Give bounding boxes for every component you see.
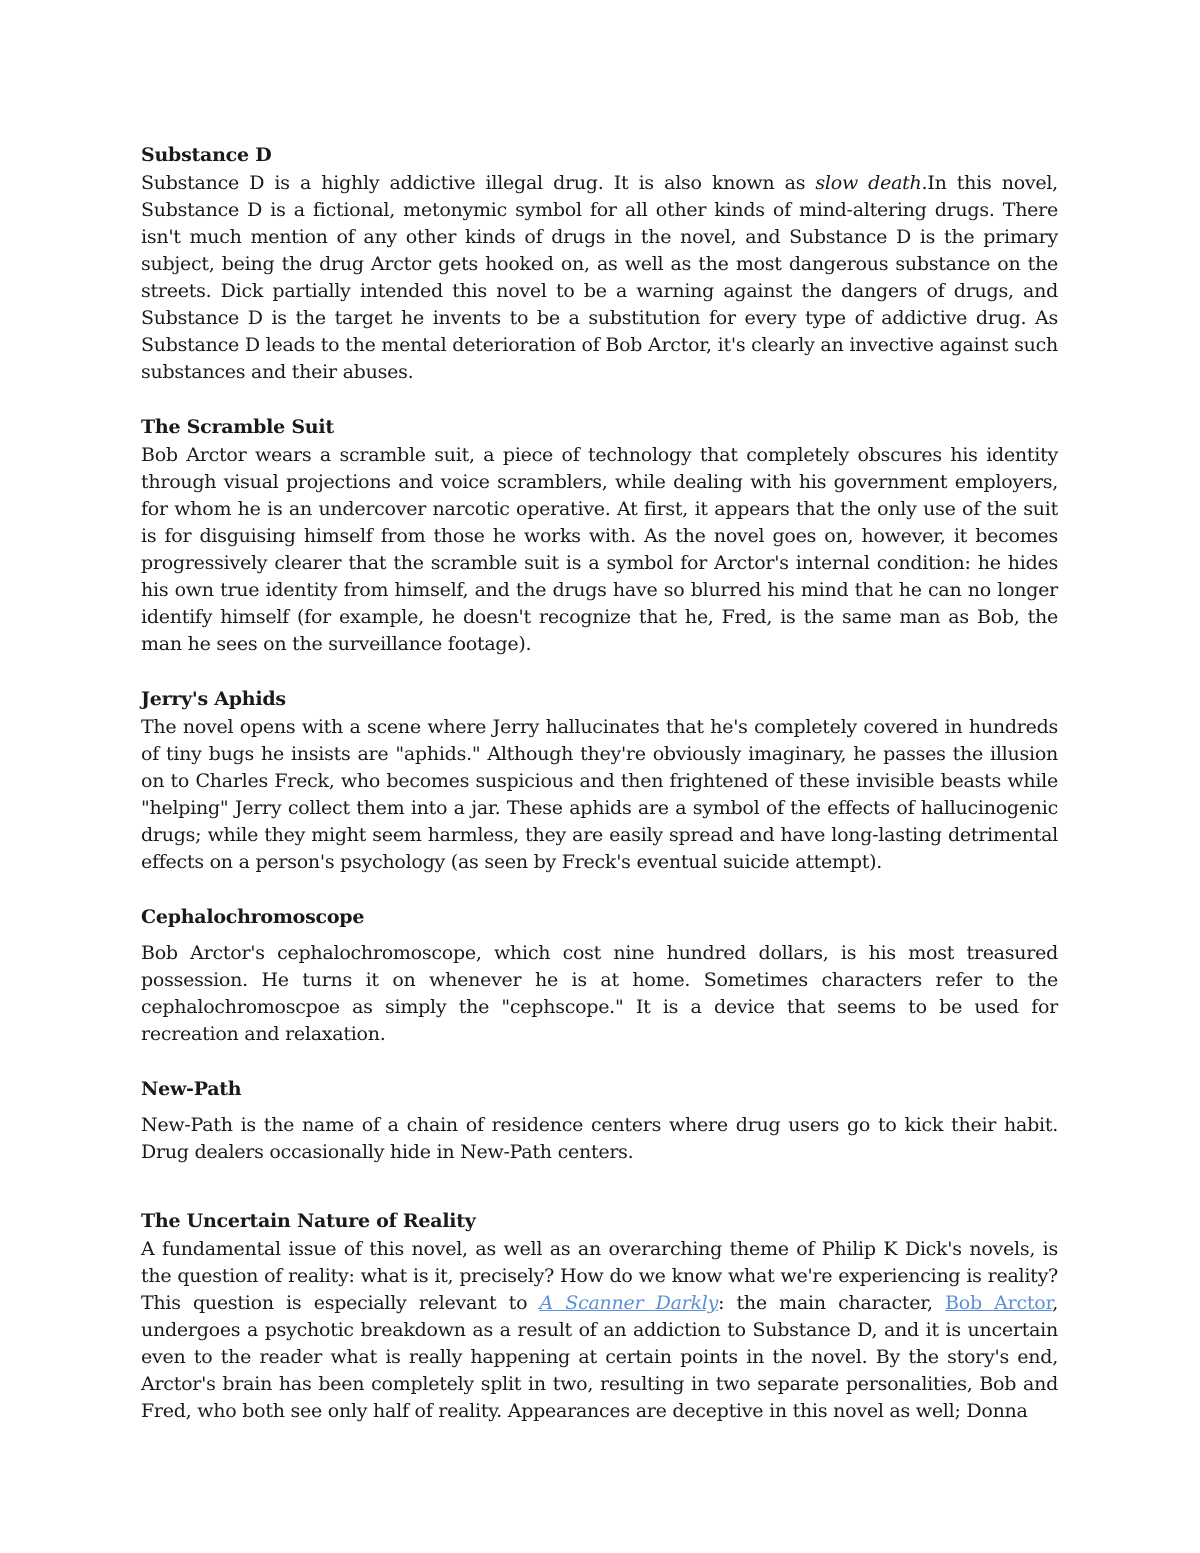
link-bob-arctor[interactable]: Bob Arctor	[945, 1292, 1053, 1314]
heading-cephalochromoscope: Cephalochromoscope	[141, 906, 365, 928]
paragraph-scramble-suit: Bob Arctor wears a scramble suit, a piece of technology that completely obscures his identity through visual projections and voice scramblers, while dealing with his government employers, for whom he is an undercover narcotic operative. At first, it appears that the only use of the suit is for disguising himself from those he works with. As the novel goes on, however, it becomes progressively clearer that the scramble suit is a symbol for Arctor's internal condition: he hides his own true identity from himself, and the drugs have so blurred his mind that he can no longer identify himself (for example, he doesn't recognize that he, Fred, is the same man as Bob, the man he sees on the surveillance footage).	[141, 444, 1058, 655]
text-run: A fundamental issue of this novel, as well as an overarching theme of Philip K Dick's novels, is the question of reality: what is it, precisely? How do we know what we're experiencing is reality? This question is especially relevant to	[141, 1238, 1058, 1314]
emphasis-text: slow death	[815, 172, 922, 194]
text-run: : the main character,	[718, 1292, 946, 1314]
heading-new-path: New-Path	[141, 1078, 242, 1100]
link-a-scanner-darkly[interactable]: A Scanner Darkly	[539, 1292, 719, 1314]
document-page	[141, 140, 1058, 1425]
text-run: , undergoes a psychotic breakdown as a result of an addiction to Substance D, and it is uncertain even to the reader what is really happening at certain points in the novel. By the story's end, Arctor's brain has been completely split in two, resulting in two separate personalities, Bob and Fred, who both see only half of reality. Appearances are deceptive in this novel as well; Donna	[141, 1292, 1058, 1422]
paragraph-jerrys-aphids: The novel opens with a scene where Jerry hallucinates that he's completely covered in hundreds of tiny bugs he insists are "aphids." Although they're obviously imaginary, he passes the illusion on to Charles Freck, who becomes suspicious and then frightened of these invisible beasts while "helping" Jerry collect them into a jar. These aphids are a symbol of the effects of hallucinogenic drugs; while they might seem harmless, they are easily spread and have long-lasting detrimental effects on a person's psychology (as seen by Freck's eventual suicide attempt).	[141, 716, 1058, 873]
heading-scramble-suit: The Scramble Suit	[141, 416, 334, 438]
paragraph-new-path: New-Path is the name of a chain of residence centers where drug users go to kick their habit. Drug dealers occasionally hide in New-Path centers.	[141, 1114, 1058, 1163]
paragraph-cephalochromoscope: Bob Arctor's cephalochromoscope, which cost nine hundred dollars, is his most treasured possession. He turns it on whenever he is at home. Sometimes characters refer to the cephalochromoscpoe as simply the "cephscope." It is a device that seems to be used for recreation and relaxation.	[141, 942, 1058, 1045]
heading-substance-d: Substance D	[141, 144, 272, 166]
heading-jerrys-aphids: Jerry's Aphids	[141, 688, 286, 710]
text-run: Substance D is a highly addictive illegal drug. It is also known as	[141, 172, 816, 194]
paragraph-substance-d	[141, 170, 1058, 386]
heading-uncertain-nature-of-reality: The Uncertain Nature of Reality	[141, 1210, 476, 1232]
paragraph-uncertain-nature-of-reality	[141, 1236, 1058, 1425]
text-run: .In this novel, Substance D is a fictional, metonymic symbol for all other kinds of mind-altering drugs. There isn't much mention of any other kinds of drugs in the novel, and Substance D is the primary subject, being the drug Arctor gets hooked on, as well as the most dangerous substance on the streets. Dick partially intended this novel to be a warning against the dangers of drugs, and Substance D is the target he invents to be a substitution for every type of addictive drug. As Substance D leads to the mental deterioration of Bob Arctor, it's clearly an invective against such substances and their abuses.	[141, 172, 1058, 383]
